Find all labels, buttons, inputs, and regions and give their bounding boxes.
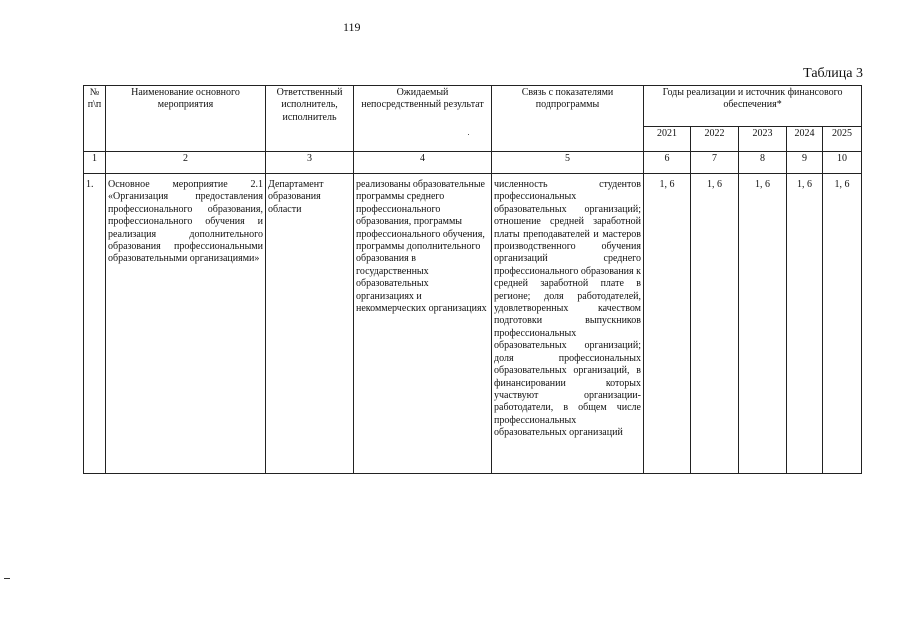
header-year: 2021 [644,127,691,152]
column-index: 3 [266,152,354,174]
header-years-group: Годы реализации и источник финансового обеспечения* [644,86,862,127]
header-year: 2024 [787,127,823,152]
column-index: 5 [492,152,644,174]
scan-mark [4,578,10,579]
column-index: 7 [691,152,739,174]
header-responsible: Ответственный исполнитель, исполнитель [266,86,354,152]
expected-result: реализованы образовательные программы среднего профессионального образования, программы профессионального обучения, программы дополнительного образования в государственных образовательных организациях и некоммерческих организациях [354,174,492,474]
column-index: 2 [106,152,266,174]
header-year: 2023 [739,127,787,152]
scan-dot [468,134,469,135]
page-number: 119 [343,20,361,34]
year-value: 1, 6 [691,174,739,474]
activity-name: Основное мероприятие 2.1 «Организация предоставления профессионального образования, профессионального обучения и реализация дополнительного образования профессиональными образовательными организациями» [106,174,266,474]
column-index: 6 [644,152,691,174]
row-number: 1. [84,174,106,474]
column-index: 9 [787,152,823,174]
header-year: 2022 [691,127,739,152]
header-year: 2025 [823,127,862,152]
year-value: 1, 6 [739,174,787,474]
table-caption: Таблица 3 [803,66,863,81]
column-index: 1 [84,152,106,174]
year-value: 1, 6 [823,174,862,474]
indicator-link: численность студентов профессиональных образовательных организаций; отношение средней заработной платы преподавателей и мастеров производственного обучения организаций среднего профессионального образования к средней заработной плате в регионе; доля работодателей, удовлетворенных качеством подготовки выпускников профессиональных образовательных организаций; доля профессиональных образовательных организаций, в финансировании которых участвуют организации-работодатели, в общем числе профессиональных образовательных организаций [492,174,644,474]
year-value: 1, 6 [787,174,823,474]
responsible-executor: Департамент образования области [266,174,354,474]
table-row [84,174,862,474]
header-num: № п\п [84,86,106,152]
year-value: 1, 6 [644,174,691,474]
column-index: 10 [823,152,862,174]
column-index: 4 [354,152,492,174]
header-expected-result: Ожидаемый непосредственный результат [354,86,492,152]
activities-table [83,85,862,474]
header-indicator-link: Связь с показателями подпрограммы [492,86,644,152]
header-activity-name: Наименование основного мероприятия [106,86,266,152]
column-index: 8 [739,152,787,174]
